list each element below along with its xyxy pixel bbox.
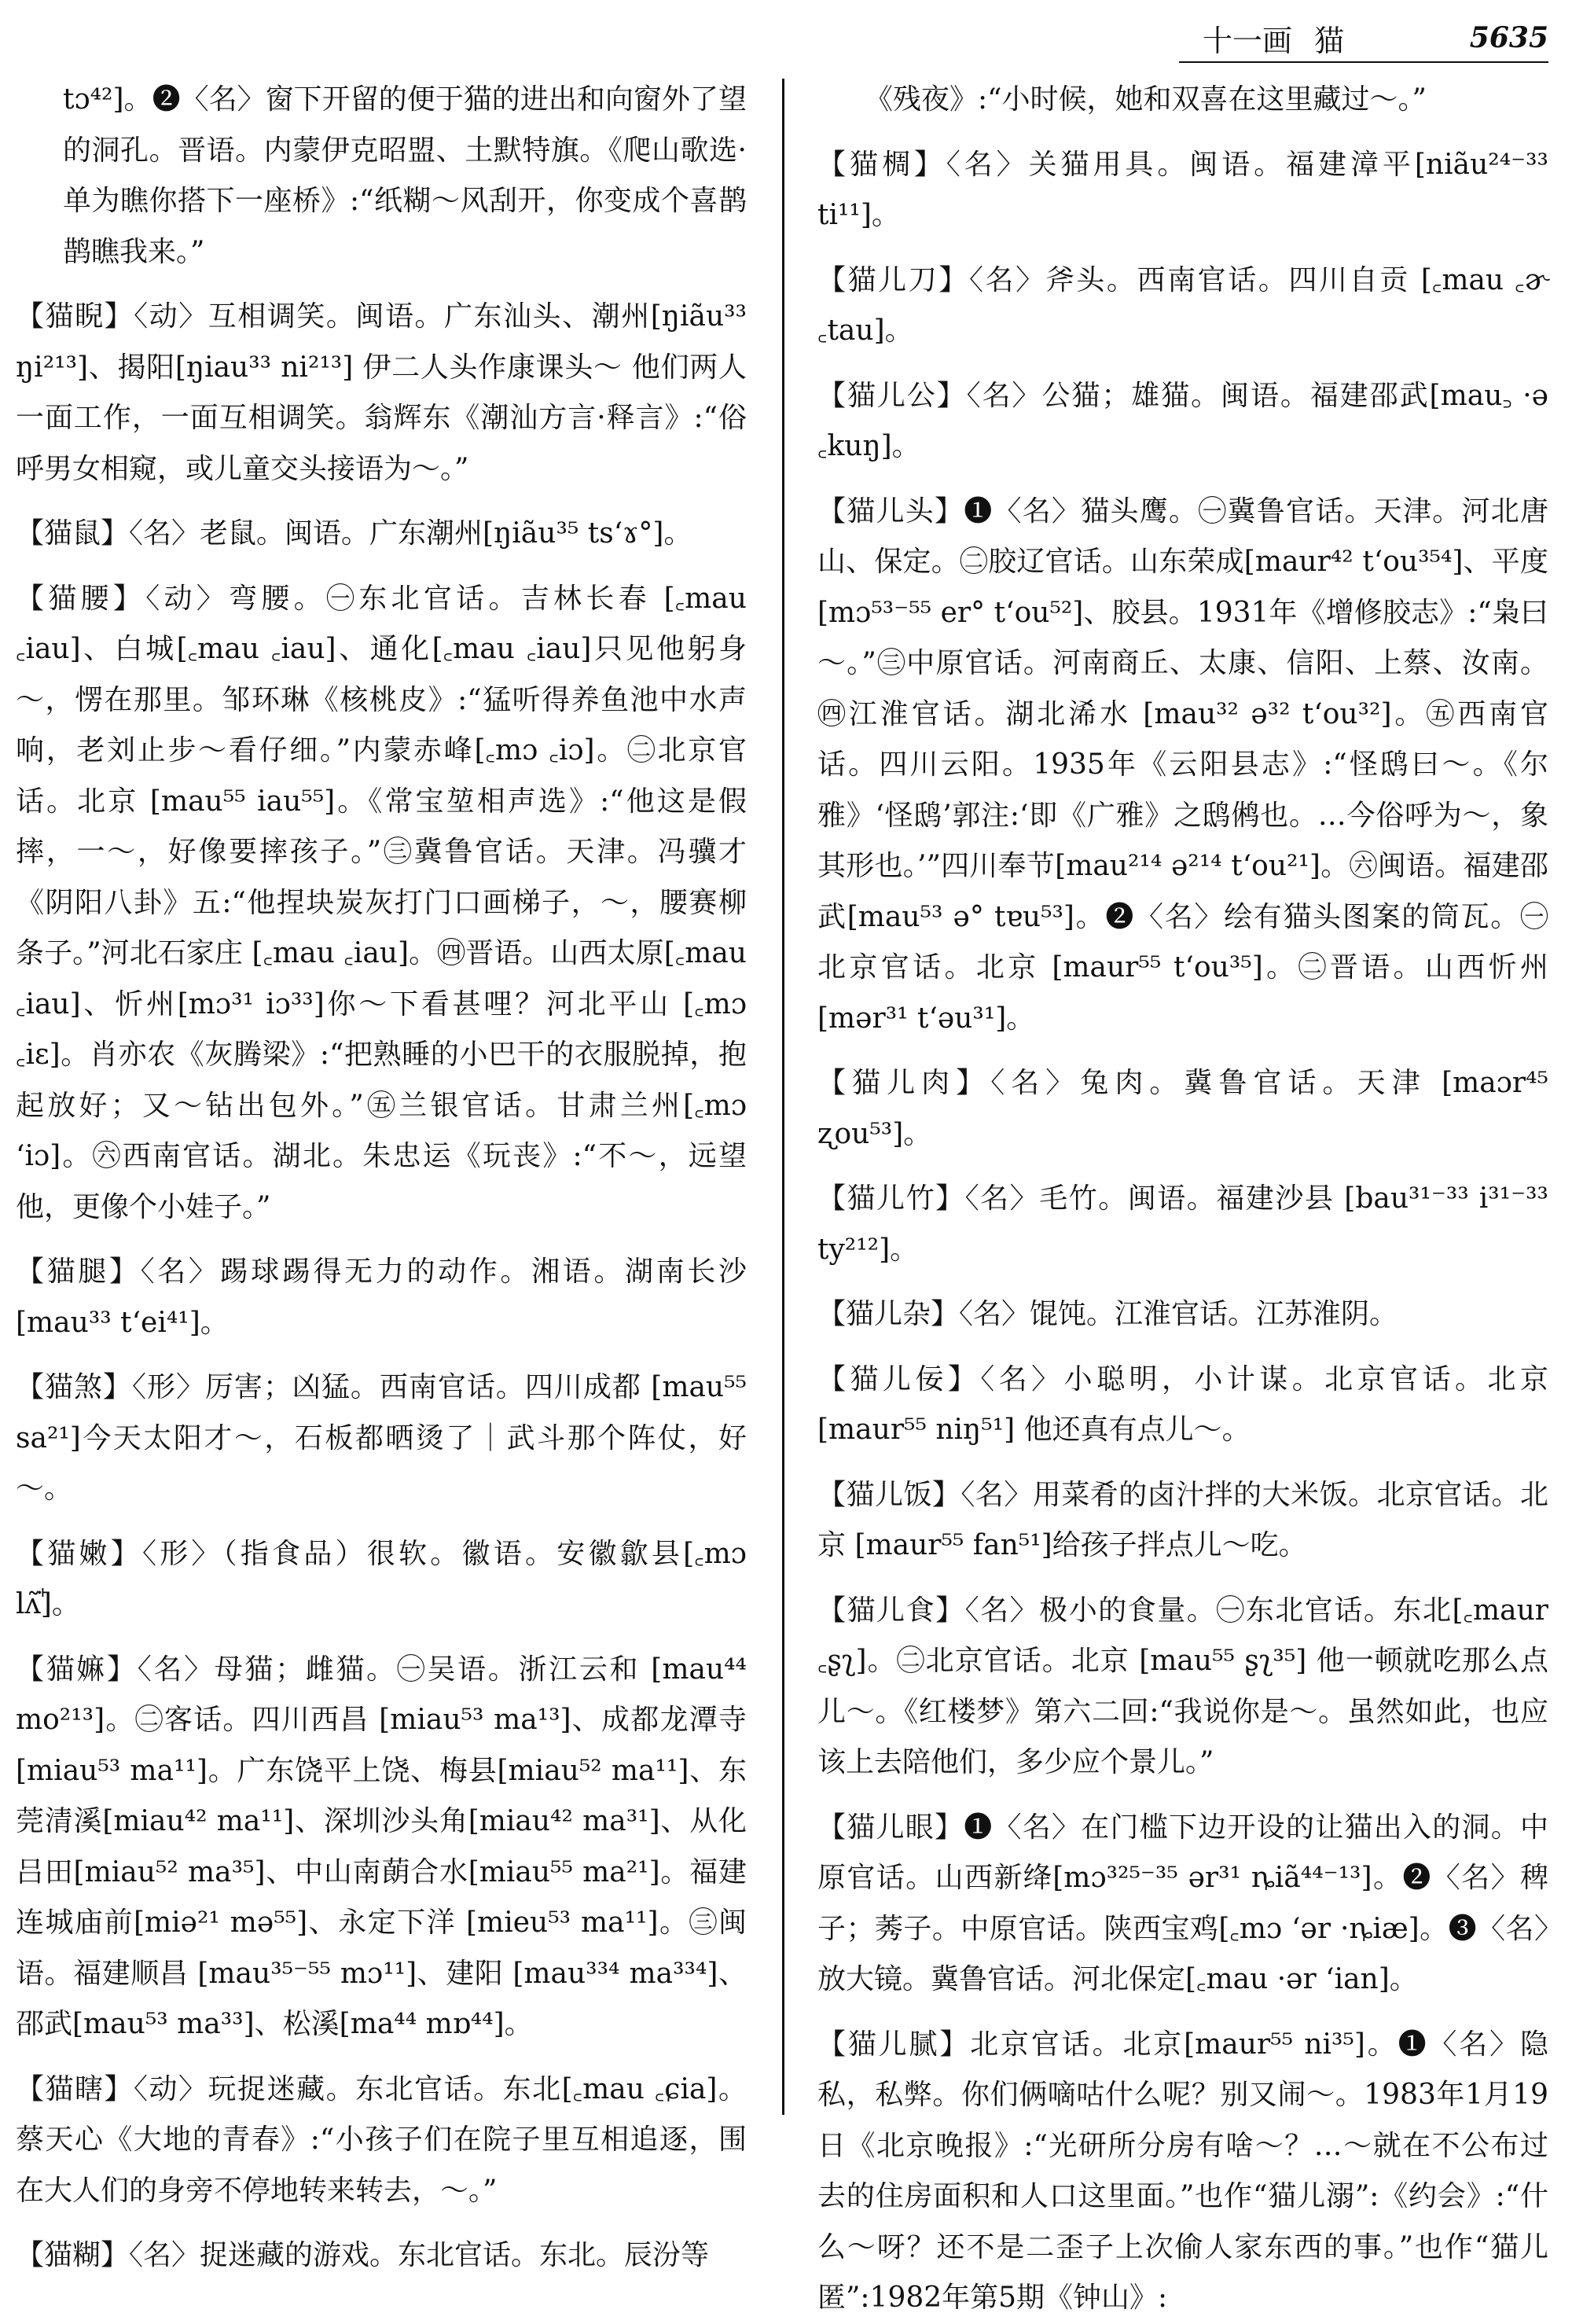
left-continuation: tɔ⁴²]。❷〈名〉窗下开留的便于猫的进出和向窗外了望的洞孔。晋语。内蒙伊克昭盟、土默特旗。《爬山歌选·单为瞧你搭下一座桥》:“纸糊～风刮开，你变成个喜鹊鹊瞧我来。” (63, 83, 747, 268)
entry-headword: 【 猫儿佞 】 (817, 1363, 980, 1396)
dictionary-entry (16, 1529, 747, 1631)
entry-definition: 〈名〉母猫；雌猫。㊀吴语。浙江云和 [mau⁴⁴ mo²¹³]。㊁客话。四川西昌 [miau⁵³ ma¹³]、成都龙潭寺 [miau⁵³ ma¹¹]。广东饶平上饶、梅县[miau⁵² ma¹¹]、东莞清溪[miau⁴² ma¹¹]、深圳沙头角[miau⁴² ma³¹]、从化吕田[miau⁵² ma³⁵]、中山南蓢合水[miau⁵⁵ ma²¹]。福建连城庙前[miə²¹ mə⁵⁵]、永定下洋 [mieu⁵³ ma¹¹]。㊂闽语。福建顺昌 [mau³⁵⁻⁵⁵ mɔ¹¹]、建阳 [mau³³⁴ ma³³⁴]、邵武[mau⁵³ ma³³]、松溪[ma⁴⁴ mɒ⁴⁴]。 (16, 1653, 747, 2040)
entry-headword: 【 猫儿竹 】 (817, 1182, 965, 1215)
entry-definition: ❶〈名〉猫头鹰。㊀冀鲁官话。天津。河北唐山、保定。㊁胶辽官话。山东荣成[maur⁴² tʻou³⁵⁴]、平度 [mɔ⁵³⁻⁵⁵ er° tʻou⁵²]、胶县。1931年《增修胶志》:“枭曰～。”㊂中原官话。河南商丘、太康、信阳、上蔡、汝南。㊃江淮官话。湖北浠水 [mau³² ə³² tʻou³²]。㊄西南官话。四川云阳。1935年《云阳县志》:“怪鸱曰～。《尔雅》‘怪鸱’郭注:‘即《广雅》之鸱鸺也。…今俗呼为～，象其形也。’”四川奉节[mau²¹⁴ ə²¹⁴ tʻou²¹]。㊅闽语。福建邵武[mau⁵³ ə° tɐu⁵³]。❷〈名〉绘有猫头图案的筒瓦。㊀北京官话。北京 [maur⁵⁵ tʻou³⁵]。㊁晋语。山西忻州 [mər³¹ tʻəu³¹]。 (817, 495, 1548, 1035)
dictionary-entry (817, 1803, 1548, 2006)
entry-definition: 〈形〉厉害；凶猛。西南官话。四川成都 [mau⁵⁵ sa²¹]今天太阳才～，石板都晒烫了｜武斗那个阵仗，好～。 (16, 1371, 747, 1505)
entry-headword: 【 猫椆 】 (817, 149, 946, 181)
left-entry-list (16, 292, 747, 2282)
dictionary-entry (817, 2020, 1548, 2324)
dictionary-entry (16, 2230, 747, 2282)
entry-definition: 〈名〉关猫用具。闽语。福建漳平[niãu²⁴⁻³³ ti¹¹]。 (817, 148, 1548, 231)
entry-definition: 〈名〉小聪明，小计谋。北京官话。北京 [maur⁵⁵ niŋ⁵¹] 他还真有点儿～。 (817, 1362, 1548, 1446)
header-character: 猫 (1314, 23, 1345, 58)
page-header (1203, 14, 1548, 61)
entry-definition: 〈名〉极小的食量。㊀东北官话。东北[꜀maur ꜀ʂʅ]。㊁北京官话。北京 [mau⁵⁵ ʂʅ³⁵] 他一顿就吃那么点儿～。《红楼梦》第六二回:“我说你是～。虽然如此，也应该上去陪他们，多少应个景儿。” (817, 1594, 1548, 1778)
entry-definition: ❶〈名〉在门槛下边开设的让猫出入的洞。中原官话。山西新绛[mɔ³²⁵⁻³⁵ ər³¹ ȵiã⁴⁴⁻¹³]。❷〈名〉稗子；莠子。中原官话。陕西宝鸡[꜀mɔ ʻər ·ȵiæ]。❸〈名〉放大镜。冀鲁官话。河北保定[꜀mau ·ər ʻian]。 (817, 1811, 1548, 1995)
entry-headword: 【 猫儿腻 】 (817, 2028, 970, 2061)
dictionary-entry (16, 1362, 747, 1515)
dictionary-entry (817, 371, 1548, 473)
entry-definition: 〈名〉馄饨。江淮官话。江苏淮阴。 (959, 1298, 1398, 1330)
right-entry-list (817, 140, 1548, 2324)
dictionary-entry (817, 1289, 1548, 1340)
entry-headword: 【 猫腿 】 (16, 1256, 141, 1288)
entry-definition: 〈动〉互相调笑。闽语。广东汕头、潮州[ŋiãu³³ ŋi²¹³]、揭阳[ŋiau³³ ni²¹³] 伊二人头作康课头～ 他们两人一面工作，一面互相调笑。翁辉东《潮汕方言·释言》:“俗呼男女相窥，或儿童交头接语为～。” (16, 300, 747, 485)
entry-definition: 〈名〉老鼠。闽语。广东潮州[ŋiãu³⁵ tsʻɤ°]。 (129, 517, 692, 550)
entry-headword: 【 猫儿饭 】 (817, 1479, 960, 1511)
entry-definition: 〈名〉公猫；雄猫。闽语。福建邵武[mau꜆ ·ə ꜀kuŋ]。 (817, 379, 1548, 462)
entry-headword: 【 猫儿肉 】 (817, 1067, 990, 1099)
dictionary-entry (16, 292, 747, 495)
right-continuation: 《残夜》:“小时候，她和双喜在这里藏过～。” (865, 83, 1427, 116)
dictionary-entry (817, 487, 1548, 1045)
dictionary-entry (817, 140, 1548, 241)
left-column (16, 75, 747, 2271)
entry-headword: 【 猫儿刀 】 (817, 264, 969, 296)
entry-definition: 〈形〉（指食品）很软。徽语。安徽歙县[꜀mɔ lʌ̃ꜗ]。 (16, 1537, 747, 1620)
dictionary-entry (16, 1247, 747, 1348)
header-rule (1179, 61, 1548, 63)
dictionary-entry (16, 1645, 747, 2050)
dictionary-entry (817, 256, 1548, 357)
entry-headword: 【 猫儿食 】 (817, 1594, 965, 1627)
entry-definition: 〈名〉捉迷藏的游戏。东北官话。东北。辰汾等 (129, 2239, 710, 2271)
dictionary-entry (817, 1355, 1548, 1456)
entry-headword: 【 猫儿头 】 (817, 495, 964, 528)
dictionary-entry (16, 509, 747, 560)
dictionary-entry (817, 1586, 1548, 1789)
header-section-info (1203, 17, 1344, 60)
dictionary-entry (817, 1058, 1548, 1160)
entry-headword: 【 猫嫩 】 (16, 1538, 142, 1570)
entry-definition: 〈名〉用菜肴的卤汁拌的大米饭。北京官话。北京 [maur⁵⁵ fan⁵¹]给孩子拌点儿～吃。 (817, 1478, 1548, 1561)
entry-headword: 【 猫睨 】 (16, 300, 134, 333)
entry-definition: 〈动〉弯腰。㊀东北官话。吉林长春 [꜀mau ꜀iau]、白城[꜀mau ꜀iau]、通化[꜀mau ꜀iau]只见他躬身～，愣在那里。邹环琳《核桃皮》:“猛听得养鱼池中水声响，老刘止步～看仔细。”内蒙赤峰[꜀mɔ ꜀iɔ]。㊁北京官话。北京 [mau⁵⁵ iau⁵⁵]。《常宝堃相声选》:“他这是假摔，一～，好像要摔孩子。”㊂冀鲁官话。天津。冯骥才《阴阳八卦》五:“他捏块炭灰打门口画梯子，～，腰赛柳条子。”河北石家庄 [꜀mau ꜀iau]。㊃晋语。山西太原[꜀mau ꜀iau]、忻州[mɔ³¹ iɔ³³]你～下看甚哩？河北平山 [꜀mɔ ꜀iɛ]。肖亦农《灰腾梁》:“把熟睡的小巴干的衣服脱掉，抱起放好；又～钻出包外。”㊄兰银官话。甘肃兰州[꜀mɔ ʻiɔ]。㊅西南官话。湖北。朱忠运《玩丧》:“不～，远望他，更像个小娃子。” (16, 582, 747, 1223)
dictionary-entry (16, 574, 747, 1234)
dictionary-entry (817, 1470, 1548, 1572)
header-stroke-count: 十一画 (1203, 23, 1293, 58)
page-number: 5635 (1469, 21, 1548, 54)
entry-headword: 【 猫糊 】 (16, 2239, 129, 2271)
entry-definition: 〈名〉毛竹。闽语。福建沙县 [bau³¹⁻³³ i³¹⁻³³ ty²¹²]。 (817, 1182, 1548, 1266)
column-divider (782, 79, 784, 2115)
entry-definition: 〈动〉玩捉迷藏。东北官话。东北[꜀mau ꜀ɕia]。蔡天心《大地的青春》:“小孩子们在院子里互相追逐，围在大人们的身旁不停地转来转去，～。” (16, 2072, 747, 2207)
entry-headword: 【 猫腰 】 (16, 583, 145, 615)
entry-headword: 【 猫鼠 】 (16, 517, 129, 550)
right-column (817, 75, 1548, 2314)
entry-headword: 【 猫儿公 】 (817, 380, 967, 412)
entry-definition: 〈名〉踢球踢得无力的动作。湘语。湖南长沙 [mau³³ tʻei⁴¹]。 (16, 1256, 747, 1339)
entry-definition: 北京官话。北京[maur⁵⁵ ni³⁵]。❶〈名〉隐私，私弊。你们俩嘀咕什么呢？别又闹～。1983年1月19日《北京晚报》:“光研所分房有啥～？…～就在不公布过去的住房面积和人口这里面。”也作“猫儿溺”:《约会》:“什么～呀？还不是二歪子上次偷人家东西的事。”也作“猫儿匿”:1982年第5期《钟山》: (817, 2028, 1548, 2314)
entry-definition: 〈名〉兔肉。冀鲁官话。天津 [maɔr⁴⁵ ʐou⁵³]。 (817, 1067, 1548, 1150)
entry-headword: 【 猫煞 】 (16, 1371, 132, 1403)
dictionary-entry (16, 2065, 747, 2217)
entry-headword: 【 猫儿杂 】 (817, 1298, 959, 1330)
dictionary-entry (817, 1174, 1548, 1275)
entry-headword: 【 猫儿眼 】 (817, 1811, 964, 1844)
entry-headword: 【 猫嫲 】 (16, 1653, 138, 1686)
entry-headword: 【 猫瞎 】 (16, 2073, 134, 2105)
entry-definition: 〈名〉斧头。西南官话。四川自贡 [꜀mau ꜀ɚ ꜀tau]。 (817, 263, 1548, 347)
